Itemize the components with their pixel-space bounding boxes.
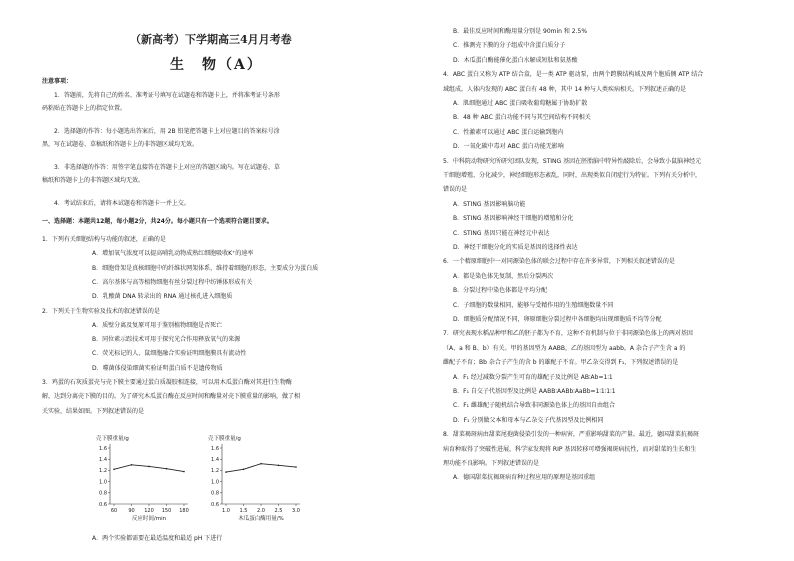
text-line: C．子细胞的数量相同，能够与受精作用的生殖细胞数量不同	[453, 301, 614, 309]
chart-title: 壳下膜重量/g	[208, 436, 241, 442]
text-line: B．同位素示踪技术可用于探究光合作用释放氧气的来源	[92, 336, 241, 344]
x-tick-label: 90	[128, 508, 135, 514]
text-line: C．荧光标记的人、鼠细胞融合实验证明细胞膜具有流动性	[92, 350, 247, 358]
text-line: D．细胞质分配情况不同，卵原细胞分裂过程中各细胞均出现细胞质不均等分配	[453, 316, 662, 323]
x-tick-label: 2.0	[257, 508, 265, 514]
text-line: B．分裂过程中染色体都是平均分配	[453, 287, 548, 295]
text-line: 病育种取得了突破性进展，科学家发现将 RIP 基因转移可增强褐斑病抗性，而对甜菜的生长和生	[443, 445, 697, 453]
text-line: B．48 种 ABC 蛋白功能不同与其空间结构不同相关	[453, 114, 591, 122]
text-line: B．细胞骨架是真核细胞中的纤维状网架体系，维持着细胞的形态，主要成分为蛋白质	[92, 264, 319, 272]
data-point	[243, 468, 245, 470]
notice-line: 码粘贴在答题卡上的指定位置。	[42, 105, 127, 112]
text-line: B．STING 基因影响神经干细胞的增殖和分化	[453, 215, 574, 223]
text-line: B．最佳反应时间和酶用量分别是 90min 和 2.5%	[453, 28, 588, 35]
text-line: 6．一个精原细胞中一对同源染色体的联会过程中存在许多异常，下列相关叙述错误的是	[443, 258, 675, 266]
text-line: A．质壁分离及复原可用于鉴别植物细胞是否死亡	[92, 321, 223, 329]
y-tick-label: 0.8	[211, 490, 219, 497]
text-line: A．德国甜菜抗褐斑病育种过程应用的原理是基因重组	[453, 474, 596, 482]
text-line: A．增加氧气浓度可以提高哺乳动物成熟红细胞吸收K⁺的速率	[92, 250, 254, 258]
notice-line: 1．答题前，先将自己的姓名、准考证号填写在试题卷和答题卡上，并将准考证号条形	[54, 92, 280, 99]
data-point	[225, 471, 227, 473]
enzyme-amount-chart	[200, 432, 308, 530]
y-tick-label: 1.0	[99, 479, 107, 486]
text-line: 3．鸡蛋的石灰质蛋壳与壳下膜主要通过蛋白质凝胶相连接，可以用木瓜蛋白酶对其进行生物酶	[42, 379, 292, 386]
y-tick-label: 0.6	[99, 501, 107, 508]
x-axis-label: 反应时间/min	[131, 516, 167, 522]
text-line: 干细胞增殖、分化减少，神经细胞形态紊乱，同时，出现类似自闭症行为特征。下列有关分析中，	[443, 172, 702, 179]
text-line: C．推测壳下膜的分子组成中含蛋白质分子	[453, 42, 566, 50]
text-line: D．F₁ 分别做父本和母本与乙杂交子代基因型及比例相同	[453, 416, 604, 424]
notice-line: 稿纸和答题卡上的非答题区域均无效。	[42, 177, 145, 184]
text-line: D．一氧化碳中毒对 ABC 蛋白功能无影响	[453, 143, 564, 151]
y-tick-label: 1.6	[211, 445, 219, 452]
text-line: C．F₁ 雌雄配子随机结合导致非同源染色体上的基因自由组合	[453, 402, 615, 410]
data-point	[113, 468, 115, 470]
text-line: D．噬菌体侵染细菌实验证明蛋白质不是遗传物质	[92, 364, 223, 372]
x-tick-label: 120	[144, 508, 154, 514]
text-line: 错误的是	[443, 186, 468, 194]
text-line: C．性激素可以通过 ABC 蛋白运输到胞内	[453, 128, 564, 136]
y-tick-label: 1.4	[211, 457, 219, 463]
text-line: 7．研究表现水稻品种甲和乙的胚子都为不育，这种不育机制与位于非同源染色体上的两对基因	[443, 330, 693, 338]
text-line: C．高尔基体与高等植物细胞有丝分裂过程中纺锤体形成有关	[92, 278, 253, 286]
text-line: D．乳酸菌 DNA 转录出的 RNA 通过核孔进入细胞质	[92, 293, 233, 301]
text-line: 1．下列有关细胞结构与功能的叙述，正确的是	[42, 236, 166, 243]
y-tick-label: 0.8	[99, 490, 107, 497]
option-3a: A．两个实验都需要在最适温度和最适 pH 下进行	[92, 535, 223, 542]
x-tick-label: 2.5	[274, 508, 283, 514]
y-tick-label: 0.6	[211, 501, 219, 508]
notice-line: 4．考试结束后，请将本试题卷和答题卡一并上交。	[54, 200, 190, 207]
notice-title: 注意事项：	[42, 78, 73, 85]
notice-line: 2．选择题的作答：每小题选出答案后，用 2B 铅笔把答题卡上对应题目的答案标号涂	[54, 128, 280, 135]
exam-title: （新高考）下学期高三4月月考卷	[130, 33, 292, 46]
y-tick-label: 1.4	[99, 457, 107, 463]
text-line: 5．中科院动物研究所研究团队发现，STING 基因在胚胎脑中特异性敲除后，会导致小鼠脑神经元	[443, 157, 702, 165]
y-tick-label: 1.6	[99, 445, 107, 452]
text-line: D．木瓜蛋白酶能催化蛋白水解成短肽和氨基酸	[453, 56, 578, 64]
text-line: 2．下列关于生物实验及技术的叙述错误的是	[42, 307, 160, 315]
data-point	[295, 466, 297, 468]
y-tick-label: 1.2	[99, 468, 107, 475]
text-line: 雌配子不育；Bb 杂合子产生的含 b 的雄配子不育。甲乙杂交得到 F₁，下列叙述错误的是	[443, 359, 679, 367]
y-tick-label: 1.2	[211, 468, 219, 475]
data-point	[260, 463, 262, 465]
x-tick-label: 1.0	[222, 508, 230, 514]
x-tick-label: 1.5	[239, 508, 248, 514]
notice-line: 3．非选择题的作答：用签字笔直接答在答题卡上对应的答题区域内。写在试题卷、草	[54, 164, 280, 171]
text-line: D．神经干细胞分化的实质是基因的选择性表达	[453, 244, 578, 251]
text-line: C．STING 基因只能在神经元中表达	[453, 229, 550, 237]
text-line: A．F₁ 经过减数分裂产生可育的雄配子及比例是 AB∶Ab=1∶1	[453, 373, 613, 381]
section-heading: 一、选择题：本题共12题，每小题2分，共24分。每小题只有一个选项符合题目要求。	[42, 218, 273, 225]
text-line: 解，达到分离壳下膜的目的。为了研究木瓜蛋白酶在反应时间和酶量对壳下膜重量的影响，做了相	[42, 393, 301, 401]
text-line: （A、a 和 B、b）有关。甲的基因型为 AABB，乙的基因型为 aabb。A 杂合子产生含 a 的	[443, 344, 686, 352]
data-point	[183, 471, 185, 473]
right-column	[405, 0, 794, 561]
text-line: 4．ABC 蛋白又称为 ATP 结合盒，是一类 ATP 驱动泵，由两个跨膜结构域及两个胞质侧 ATP 结合	[443, 71, 704, 79]
text-line: A．STING 基因影响脑功能	[453, 200, 526, 208]
y-tick-label: 1.0	[211, 479, 219, 486]
text-line: 关实验，结果如图。下列叙述错误的是	[42, 407, 145, 415]
x-axis-label: 木瓜蛋白酶用量/%	[238, 516, 284, 522]
text-line: A．都是染色体先复制，然后分裂两次	[453, 272, 554, 280]
text-line: B．F₁ 自交子代基因型及比例是 AABB∶AABb∶AaBb=1∶1∶1∶1	[453, 388, 616, 395]
x-tick-label: 3.0	[292, 508, 300, 514]
data-point	[148, 466, 150, 468]
x-tick-label: 180	[179, 508, 189, 514]
text-line: A．肌细胞通过 ABC 蛋白吸收葡萄糖属于协助扩散	[453, 100, 588, 107]
data-point	[278, 465, 280, 467]
chart-title: 壳下膜重量/g	[96, 436, 129, 442]
reaction-time-chart	[88, 432, 196, 530]
subject-title: 生 物（A）	[170, 57, 263, 73]
x-tick-label: 150	[161, 508, 172, 514]
data-point	[166, 468, 168, 470]
text-line: 理功能不良影响。下列叙述错误的是	[443, 460, 540, 467]
text-line: 域组成。人体内发现的 ABC 蛋白有 48 种，其中 14 种与人类疾病相关。下列叙述正确的是	[443, 85, 687, 93]
data-point	[131, 464, 133, 466]
x-tick-label: 60	[110, 508, 118, 514]
series-line	[226, 464, 296, 472]
notice-line: 黑，写在试题卷、草稿纸和答题卡上的非答题区域均无效。	[42, 141, 199, 148]
text-line: 8．甜菜褐斑病由甜菜尾孢菌侵染引发的一种病害，严重影响甜菜的产量。最近，德国甜菜抗褐斑	[443, 431, 699, 439]
